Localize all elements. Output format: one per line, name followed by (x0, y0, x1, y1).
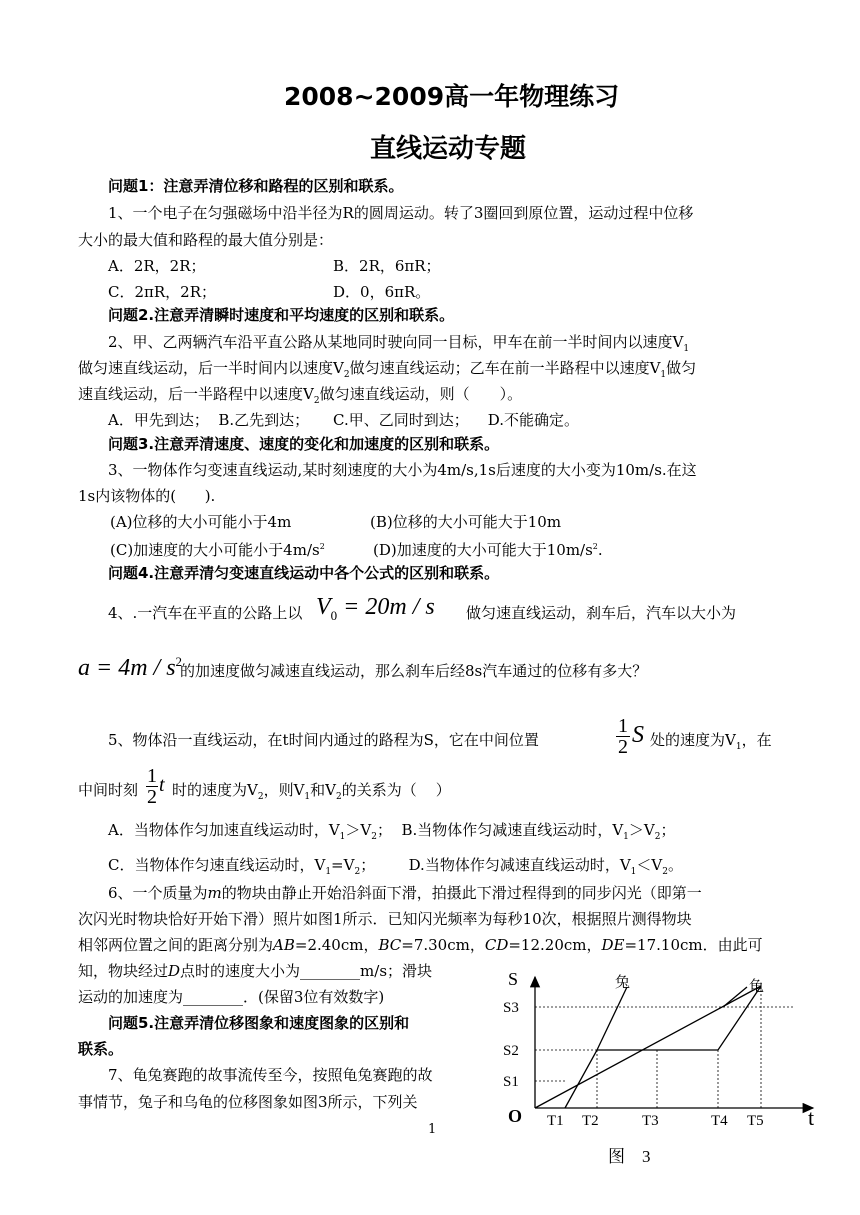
q7-text-1: 7、龟兔赛跑的故事流传至今，按照龟兔赛跑的故 (108, 1066, 433, 1084)
q5-text-2a: 中间时刻 (78, 781, 139, 799)
y-tick-s3: S3 (503, 1000, 519, 1016)
figure-caption: 图 3 (608, 1147, 651, 1166)
q3-text-1: 3、一物体作匀变速直线运动,某时刻速度的大小为4m/s,1s后速度的大小变为10m/s.在这 (108, 461, 697, 479)
q5-text-1b: 处的速度为$V_1$，在 (650, 731, 772, 752)
y-tick-s2: S2 (503, 1043, 519, 1059)
rabbit-line (565, 986, 761, 1108)
q5-t-symbol: t (159, 774, 165, 796)
q4-text-1a: 4、.一汽车在平直的公路上以 (108, 604, 303, 622)
y-axis-label: S (508, 969, 519, 989)
q2-text-3: 速直线运动，后一半路程中以速度$V_2$做匀速直线运动，则（ ）。 (78, 385, 523, 406)
turtle-label-leader (723, 987, 747, 1007)
q5-fraction-half-t: $\frac{1}{2}$ (147, 765, 157, 808)
q2-options: A．甲先到达； B.乙先到达； C.甲、乙同时到达； D.不能确定。 (108, 411, 580, 429)
q3-option-b: (B)位移的大小可能大于10m (370, 513, 562, 531)
x-tick-t3: T3 (642, 1113, 659, 1129)
rabbit-label: 兔 (615, 975, 631, 991)
q5-text-2b: 时的速度为$V_2$，则$V_1$和$V_2$的关系为（ ） (172, 781, 451, 802)
q3-text-2: 1s内该物体的( ). (78, 487, 216, 505)
q5-S-symbol: S (632, 722, 644, 748)
q6-text-1: 6、一个质量为m的物块由静止开始沿斜面下滑，拍摄此下滑过程得到的同步闪光（即第一 (108, 884, 702, 902)
q5-text-1a: 5、物体沿一直线运动，在t时间内通过的路程为S，它在中间位置 (108, 731, 539, 749)
q6-text-4: 知，物块经过D点时的速度大小为________m/s；滑块 (78, 962, 433, 980)
q3-option-a: (A)位移的大小可能小于4m (110, 513, 292, 531)
q2-text-1: 2、甲、乙两辆汽车沿平直公路从某地同时驶向同一目标，甲车在前一半时间内以速度$V_1$ (108, 333, 690, 354)
q1-text-2: 大小的最大值和路程的最大值分别是： (78, 231, 334, 249)
q5-options-cd: C．当物体作匀速直线运动时，$V_1=V_2$； D.当物体作匀减速直线运动时，$V_1<V_2$。 (108, 856, 683, 877)
rabbit-label-leader (597, 987, 627, 1050)
q4-text-2: 的加速度做匀减速直线运动，那么刹车后经8s汽车通过的位移有多大？ (180, 662, 648, 680)
turtle-label: 龟 (749, 979, 765, 995)
page-subtitle: 直线运动专题 (370, 134, 527, 164)
q5-fraction-half-s: $\frac{1}{2}$ (618, 715, 628, 758)
figure-3-position-time-graph (495, 965, 825, 1170)
q6-text-5: 运动的加速度为________．(保留3位有效数字) (78, 988, 385, 1006)
q3-heading: 问题3.注意弄清速度、速度的变化和加速度的区别和联系。 (108, 435, 500, 453)
q4-heading: 问题4.注意弄清匀变速直线运动中各个公式的区别和联系。 (108, 564, 500, 582)
page-number: 1 (428, 1122, 437, 1137)
q3-option-c: (C)加速度的大小可能小于$4m/s^2$ (110, 541, 325, 559)
q3-option-d: (D)加速度的大小可能大于$10m/s^2$. (373, 541, 603, 559)
origin-label: O (508, 1106, 523, 1126)
q2-text-2: 做匀速直线运动，后一半时间内以速度$V_2$做匀速直线运动；乙车在前一半路程中以速度$V_1$做匀 (78, 359, 697, 380)
page-title: 2008~2009高一年物理练习 (284, 82, 620, 111)
y-tick-s1: S1 (503, 1074, 519, 1090)
q4-initial-velocity-formula: $V_0 = 20m / s$ (316, 594, 435, 623)
x-tick-t5: T5 (747, 1113, 764, 1129)
q1-option-a: A．2R，2R； (108, 257, 206, 275)
x-tick-t2: T2 (582, 1113, 599, 1129)
q2-heading: 问题2.注意弄清瞬时速度和平均速度的区别和联系。 (108, 306, 455, 324)
q7-heading-1: 问题5.注意弄清位移图象和速度图象的区别和 (108, 1014, 410, 1032)
q4-acceleration-formula: $a = 4m / s^2$ (78, 654, 183, 681)
x-tick-t4: T4 (711, 1113, 728, 1129)
q1-option-c: C．2πR，2R； (108, 283, 217, 301)
q5-options-ab: A．当物体作匀加速直线运动时，$V_1>V_2$； B.当物体作匀减速直线运动时，$V_1>V_2$； (108, 821, 676, 842)
q1-text-1: 1、一个电子在匀强磁场中沿半径为R的圆周运动。转了3圈回到原位置，运动过程中位移 (108, 204, 694, 222)
q1-option-b: B．2R，6πR； (333, 257, 441, 275)
q4-text-1b: 做匀速直线运动，刹车后，汽车以大小为 (466, 604, 737, 622)
q7-heading-2: 联系。 (78, 1040, 124, 1058)
q7-text-2: 事情节，兔子和乌龟的位移图象如图3所示，下列关 (78, 1093, 418, 1111)
x-tick-t1: T1 (547, 1113, 564, 1129)
dashed-guides (535, 986, 795, 1108)
q6-text-2: 次闪光时物块恰好开始下滑）照片如图1所示．已知闪光频率为每秒10次，根据照片测得物块 (78, 910, 692, 928)
x-axis-label: t (808, 1105, 815, 1130)
q1-heading: 问题1：注意弄清位移和路程的区别和联系。 (108, 177, 404, 195)
q6-text-3: 相邻两位置之间的距离分别为AB=2.40cm，BC=7.30cm，CD=12.20cm，DE=17.10cm．由此可 (78, 936, 763, 954)
q1-option-d: D．0，6πR。 (333, 283, 431, 301)
